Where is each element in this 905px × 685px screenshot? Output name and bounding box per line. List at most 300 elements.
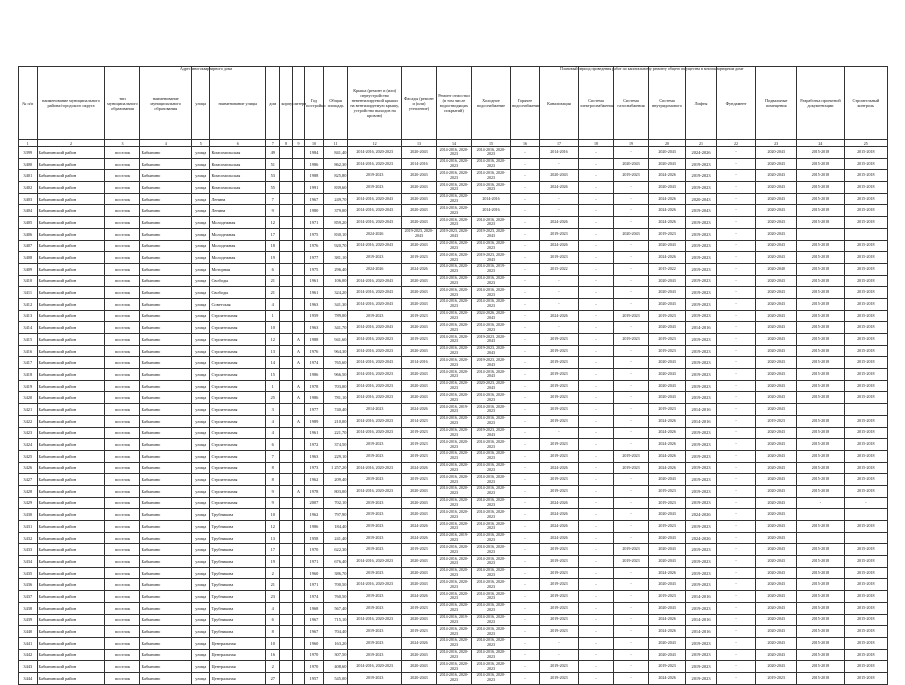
table-cell (280, 427, 292, 439)
table-cell: 2014-2016, 2020-2023 (471, 450, 510, 462)
table-cell: 2024-2026 (686, 509, 717, 521)
table-cell: Бабынино (140, 275, 191, 287)
table-cell: Трубникова (210, 579, 266, 591)
table-cell: 2020-2043 (649, 357, 686, 369)
table-row (19, 380, 888, 392)
table-cell: 3407 (19, 240, 38, 252)
table-cell: 2015-2018 (797, 462, 844, 474)
table-cell: улица (191, 310, 210, 322)
table-cell: 2014-2016, 2020-2023 (471, 637, 510, 649)
table-cell: 10 (266, 322, 280, 334)
table-cell: 2020-2043 (756, 521, 797, 533)
column-header: Разработка проектной документации (797, 67, 844, 140)
table-cell (292, 287, 304, 299)
table-cell: Бабынино (140, 544, 191, 556)
table-cell: 964,30 (323, 345, 348, 357)
table-row (19, 392, 888, 404)
table-cell: 21 (266, 287, 280, 299)
table-cell: 2019-2023 (401, 334, 436, 346)
table-cell: 2024-2026 (539, 240, 578, 252)
table-cell: - (511, 567, 540, 579)
table-cell: 2019-2023 (649, 228, 686, 240)
table-cell: 2014-2016, 2020-2023 (348, 380, 402, 392)
table-cell: 2014-2016, 2020-2023 (436, 661, 471, 673)
table-cell: 2014-2016, 2020-2043 (348, 217, 402, 229)
table-cell: - (579, 614, 614, 626)
table-cell: 825,80 (323, 170, 348, 182)
table-cell: 2020-2043 (401, 497, 436, 509)
table-cell: - (539, 158, 578, 170)
table-cell: 1960 (305, 567, 324, 579)
table-cell: улица (191, 147, 210, 159)
table-cell: 1967 (305, 626, 324, 638)
table-cell: 2020-2043 (649, 579, 686, 591)
table-cell: Бабынинский район (37, 661, 105, 673)
table-cell: 2014-2016, 2020-2023 (436, 450, 471, 462)
table-cell: - (716, 509, 755, 521)
table-cell: 2020-2043 (649, 380, 686, 392)
table-cell: 7 (266, 450, 280, 462)
table-cell: 2019-2023 (686, 369, 717, 381)
table-cell: 2019-2023 (539, 380, 578, 392)
table-cell: 2024-2026 (348, 228, 402, 240)
table-cell: улица (191, 392, 210, 404)
table-cell: Бабынино (140, 637, 191, 649)
table-cell: 2019-2023 (348, 591, 402, 603)
table-cell: 2015-2018 (844, 602, 887, 614)
table-cell (292, 450, 304, 462)
table-cell: 2019-2023 (686, 474, 717, 486)
table-cell: 2020-2043 (756, 556, 797, 568)
table-cell: 2020-2043 (401, 240, 436, 252)
table-cell: - (716, 392, 755, 404)
table-cell: - (716, 275, 755, 287)
table-cell: 2024-2026 (649, 205, 686, 217)
table-cell: Бабынино (140, 380, 191, 392)
table-cell: 3424 (19, 439, 38, 451)
table-cell: А (292, 345, 304, 357)
table-cell: 2014-2016, 2020-2023 (471, 240, 510, 252)
table-cell: 3439 (19, 614, 38, 626)
table-cell: 3419 (19, 380, 38, 392)
table-cell: 2014-2016, 2019-2023 (436, 614, 471, 626)
table-cell (280, 415, 292, 427)
table-cell: 2007 (305, 497, 324, 509)
table-cell: 1962 (305, 509, 324, 521)
table-cell: 2014-2016 (686, 626, 717, 638)
table-cell: 2015-2018 (797, 170, 844, 182)
table-cell: 2014-2016, 2020-2023 (436, 322, 471, 334)
table-cell: 567,40 (323, 602, 348, 614)
table-cell: 2014-2016, 2020-2023 (471, 485, 510, 497)
table-cell: - (614, 322, 649, 334)
table-cell (280, 532, 292, 544)
table-cell: 9 (266, 205, 280, 217)
table-cell: 2024-2026 (539, 310, 578, 322)
table-cell: 2014-2016, 2020-2043 (348, 193, 402, 205)
table-cell (292, 556, 304, 568)
table-row (19, 205, 888, 217)
table-cell: - (716, 205, 755, 217)
table-cell: 2020-2043 (756, 182, 797, 194)
table-cell: 1986 (305, 369, 324, 381)
table-cell: - (716, 602, 755, 614)
table-cell: - (579, 193, 614, 205)
table-cell: 2015-2022 (649, 263, 686, 275)
table-cell: 2015-2018 (844, 579, 887, 591)
table-cell: - (511, 369, 540, 381)
table-cell: 374,50 (323, 439, 348, 451)
table-cell: Советская (210, 298, 266, 310)
table-cell: 2024-2026 (649, 567, 686, 579)
plan-period-caption: Плановый период проведения работ по капитальному ремонту общего имущества в многоквартирном доме (560, 66, 744, 71)
table-cell: 2014-2016, 2020-2023 (348, 614, 402, 626)
table-cell: Строительная (210, 334, 266, 346)
table-cell: 2014-2016 (471, 193, 510, 205)
table-cell: улица (191, 369, 210, 381)
table-cell: - (511, 661, 540, 673)
table-cell: 2015-2018 (844, 287, 887, 299)
table-cell: - (511, 193, 540, 205)
table-cell: 2020-2043 (401, 672, 436, 684)
table-cell: - (511, 462, 540, 474)
table-cell: 8 (266, 462, 280, 474)
table-cell: 2020-2043 (401, 567, 436, 579)
table-cell: поселок (105, 287, 140, 299)
table-cell: Бабынино (140, 450, 191, 462)
table-cell: 2019-2023 (401, 310, 436, 322)
table-cell: 2019-2023 (686, 298, 717, 310)
table-cell: 2015-2018 (844, 439, 887, 451)
table-cell (844, 509, 887, 521)
table-cell (844, 404, 887, 416)
table-cell: 2020-2043 (756, 567, 797, 579)
table-cell: 2014-2023 (401, 415, 436, 427)
table-cell: 2019-2023 (614, 450, 649, 462)
table-cell: - (579, 322, 614, 334)
table-cell: 2015-2018 (797, 334, 844, 346)
table-cell: улица (191, 205, 210, 217)
table-cell: 2014-2016, 2020-2023 (348, 392, 402, 404)
table-cell: 12 (266, 334, 280, 346)
table-cell: 7 (266, 193, 280, 205)
table-cell: 2019-2023 (614, 334, 649, 346)
table-cell: - (579, 170, 614, 182)
table-cell: - (716, 579, 755, 591)
table-cell: - (579, 649, 614, 661)
table-cell: 2019-2023 (686, 263, 717, 275)
table-cell: 2014-2016, 2020-2023 (471, 392, 510, 404)
table-cell: Бабынинский район (37, 392, 105, 404)
table-cell: 2015-2018 (844, 614, 887, 626)
table-cell: - (579, 532, 614, 544)
table-cell: 2014-2016, 2020-2023 (436, 439, 471, 451)
table-cell: 2014-2016, 2020-2023 (436, 392, 471, 404)
table-cell: 8 (266, 474, 280, 486)
table-cell: 2015-2018 (844, 369, 887, 381)
table-cell: 386,70 (323, 567, 348, 579)
table-cell: 2014-2016, 2020-2023 (471, 591, 510, 603)
table-row (19, 474, 888, 486)
table-cell: поселок (105, 485, 140, 497)
table-cell: 622,30 (323, 544, 348, 556)
table-cell (292, 298, 304, 310)
table-cell: 2015-2018 (844, 567, 887, 579)
table-cell (292, 193, 304, 205)
table-cell: 1975 (305, 263, 324, 275)
table-cell: - (716, 485, 755, 497)
table-cell: 2014-2016, 2019-2023 (471, 263, 510, 275)
table-cell: 4 (266, 427, 280, 439)
table-cell: - (716, 369, 755, 381)
table-cell: 2024-2026 (649, 170, 686, 182)
table-cell: Бабынино (140, 193, 191, 205)
table-cell: 2024-2026 (401, 404, 436, 416)
table-cell: 2015-2018 (797, 661, 844, 673)
table-cell: - (614, 287, 649, 299)
table-cell: - (844, 497, 887, 509)
column-header: наименование муниципального образования (140, 67, 191, 140)
column-header: тип муниципального образования (105, 67, 140, 140)
table-cell: 2015-2018 (797, 252, 844, 264)
table-cell (292, 158, 304, 170)
table-cell: 2019-2023 (348, 497, 402, 509)
table-cell: Бабынино (140, 521, 191, 533)
table-cell: 2020-2043 (401, 369, 436, 381)
table-cell: 2019-2023 (348, 252, 402, 264)
table-cell: улица (191, 497, 210, 509)
table-cell: 2014-2016, 2020-2023 (436, 556, 471, 568)
table-cell: улица (191, 240, 210, 252)
table-cell (292, 427, 304, 439)
table-cell: - (614, 392, 649, 404)
table-cell: 1967 (305, 193, 324, 205)
table-cell: 2020-2043 (756, 649, 797, 661)
table-cell: 3413 (19, 310, 38, 322)
table-cell: 2020-2043 (401, 298, 436, 310)
table-cell: 1971 (305, 579, 324, 591)
column-number: 14 (436, 140, 471, 147)
table-cell: - (511, 626, 540, 638)
table-cell: Бабынино (140, 462, 191, 474)
table-cell: 3433 (19, 544, 38, 556)
table-cell: 2019-2023 (614, 544, 649, 556)
table-cell: 2020-2043 (756, 509, 797, 521)
table-cell: 2015-2018 (844, 649, 887, 661)
table-cell: 2015-2018 (797, 392, 844, 404)
table-cell: 2014-2016 (686, 322, 717, 334)
table-cell: Строительная (210, 439, 266, 451)
table-cell: 2014-2016, 2020-2023 (471, 322, 510, 334)
table-cell: 1970 (305, 649, 324, 661)
table-cell: 2019-2023 (539, 474, 578, 486)
table-cell: 1961 (305, 275, 324, 287)
table-cell: - (579, 661, 614, 673)
column-number: 25 (844, 140, 887, 147)
table-cell: 2015-2018 (797, 263, 844, 275)
table-cell: - (579, 626, 614, 638)
table-cell: 2020-2043 (649, 637, 686, 649)
table-cell: 2015-2018 (844, 556, 887, 568)
table-cell: поселок (105, 579, 140, 591)
table-cell: 3418 (19, 369, 38, 381)
column-number: 23 (756, 140, 797, 147)
table-cell: 2019-2023 (348, 509, 402, 521)
table-cell: 2014-2016, 2020-2023 (348, 345, 402, 357)
table-cell: 2015-2018 (797, 298, 844, 310)
table-cell: 2019-2023 (401, 474, 436, 486)
table-cell: 2019-2023 (539, 602, 578, 614)
table-cell: 2015-2018 (797, 182, 844, 194)
table-cell: Бабынинский район (37, 310, 105, 322)
table-cell: Бабынинский район (37, 556, 105, 568)
table-cell: 1970 (305, 661, 324, 673)
table-cell: 1976 (305, 240, 324, 252)
table-row (19, 509, 888, 521)
table-cell: - (511, 439, 540, 451)
table-cell (292, 637, 304, 649)
table-cell: - (614, 357, 649, 369)
table-cell: - (511, 334, 540, 346)
table-row (19, 614, 888, 626)
table-row (19, 462, 888, 474)
table-cell: 2020-2043 (401, 661, 436, 673)
table-cell: - (614, 661, 649, 673)
table-cell: - (511, 217, 540, 229)
table-row (19, 544, 888, 556)
table-cell: - (511, 252, 540, 264)
table-cell: 2020-2043 (649, 322, 686, 334)
table-cell: 2020-2043 (756, 240, 797, 252)
table-cell: 2024-2026 (539, 509, 578, 521)
table-cell: 3437 (19, 591, 38, 603)
table-cell: - (716, 672, 755, 684)
table-cell: поселок (105, 334, 140, 346)
table-cell (292, 614, 304, 626)
table-cell (292, 462, 304, 474)
table-cell: 2014-2016, 2020-2023 (348, 462, 402, 474)
table-cell: 789,00 (323, 310, 348, 322)
table-cell (844, 228, 887, 240)
table-cell (280, 462, 292, 474)
table-cell: поселок (105, 544, 140, 556)
table-cell: 23 (266, 591, 280, 603)
table-cell: 2014-2016, 2020-2043 (348, 322, 402, 334)
table-header-row (19, 67, 888, 140)
table-cell: 2020-2043 (649, 532, 686, 544)
table-cell: 2019-2023 (401, 544, 436, 556)
table-cell: 2020-2043 (756, 450, 797, 462)
table-cell (292, 509, 304, 521)
table-cell: Бабынинский район (37, 322, 105, 334)
column-header: Фундамент (716, 67, 755, 140)
table-cell: - (579, 275, 614, 287)
table-cell: 2020-2043 (649, 544, 686, 556)
table-cell: - (579, 415, 614, 427)
column-header: Подвальные помещения (756, 67, 797, 140)
table-cell (292, 228, 304, 240)
table-cell: 184,40 (323, 521, 348, 533)
table-cell (280, 661, 292, 673)
table-cell: 6 (266, 263, 280, 275)
table-row (19, 147, 888, 159)
table-cell: Бабынино (140, 170, 191, 182)
table-cell: 3423 (19, 427, 38, 439)
table-cell: Бабынинский район (37, 532, 105, 544)
table-cell: поселок (105, 228, 140, 240)
table-cell: поселок (105, 193, 140, 205)
table-cell: 2014-2016, 2020-2023 (436, 310, 471, 322)
table-cell: 2020-2043 (614, 158, 649, 170)
table-cell: Строительная (210, 345, 266, 357)
table-cell: 2020-2043 (649, 298, 686, 310)
table-cell: - (511, 240, 540, 252)
table-cell: 2020-2043 (401, 275, 436, 287)
table-cell: 2019-2023 (539, 485, 578, 497)
column-number: 16 (511, 140, 540, 147)
table-cell: 2015-2018 (844, 415, 887, 427)
table-cell: 2020-2043 (401, 380, 436, 392)
table-cell: улица (191, 602, 210, 614)
table-cell: 1959 (305, 310, 324, 322)
table-cell: - (614, 439, 649, 451)
table-cell: - (614, 591, 649, 603)
table-cell: 3 (266, 404, 280, 416)
table-cell: 2015-2018 (797, 626, 844, 638)
table-cell: 2019-2023 (614, 170, 649, 182)
table-cell: улица (191, 532, 210, 544)
table-cell: 2015-2018 (797, 544, 844, 556)
table-cell: улица (191, 228, 210, 240)
table-cell: Центральная (210, 672, 266, 684)
table-cell: А (292, 415, 304, 427)
table-cell: 2 (266, 567, 280, 579)
table-row (19, 217, 888, 229)
table-cell: 2020-2043 (401, 614, 436, 626)
table-cell: 2024-2026 (649, 614, 686, 626)
table-cell: Бабынино (140, 345, 191, 357)
table-cell: 2014-2016, 2020-2023 (436, 485, 471, 497)
table-cell: 2019-2023 (686, 637, 717, 649)
table-cell: 2015-2018 (844, 626, 887, 638)
table-cell (280, 275, 292, 287)
table-cell (280, 672, 292, 684)
table-cell: улица (191, 661, 210, 673)
table-cell: 2019-2023 (686, 521, 717, 533)
column-number: 18 (579, 140, 614, 147)
table-cell: поселок (105, 474, 140, 486)
table-cell: 2020-2043 (756, 392, 797, 404)
table-cell: 241,40 (323, 532, 348, 544)
table-cell: 2024-2026 (686, 147, 717, 159)
table-cell (280, 147, 292, 159)
table-cell: 1958 (305, 532, 324, 544)
table-cell: 2024-2026 (401, 263, 436, 275)
table-cell: 2015-2018 (797, 485, 844, 497)
table-cell: - (716, 217, 755, 229)
table-cell: Бабынинский район (37, 158, 105, 170)
table-cell: 859,20 (323, 217, 348, 229)
table-cell: 2019-2023 (348, 439, 402, 451)
table-cell: 2020-2043 (756, 439, 797, 451)
table-cell: 1971 (305, 556, 324, 568)
table-cell: 2014-2016, 2020-2023 (436, 602, 471, 614)
column-header: Система электроснабжения (579, 67, 614, 140)
table-cell: 2020-2043 (401, 182, 436, 194)
table-cell (280, 182, 292, 194)
table-cell: 2014-2016, 2020-2023 (471, 182, 510, 194)
table-cell: 2019-2023 (348, 626, 402, 638)
